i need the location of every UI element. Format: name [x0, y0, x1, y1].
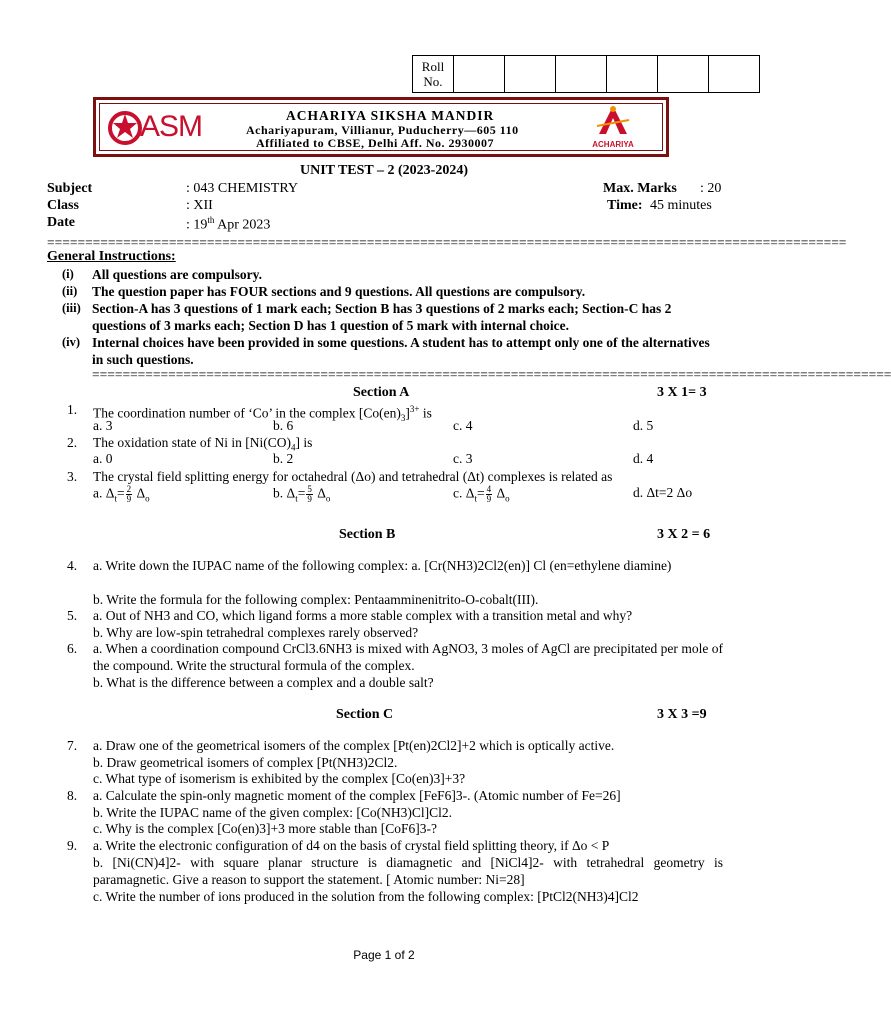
instruction-number: (iv)	[62, 335, 81, 349]
q1-text-end: is	[419, 405, 432, 421]
question-number: 6.	[67, 641, 78, 656]
question-text: b. Write the formula for the following complex: Pentaamminenitrito-O-cobalt(III).	[93, 592, 539, 607]
section-a-title: Section A	[353, 385, 410, 400]
achariya-figure-icon	[593, 104, 633, 138]
instruction-text: Section-A has 3 questions of 1 mark each; Section B has 3 questions of 2 marks each; Section-C has 2 questions of 3 marks each; Section D has 1 question of 5 mark with internal choice.	[92, 301, 672, 333]
asm-star-logo-icon	[108, 108, 142, 146]
question-text: c. Why is the complex [Co(en)3]+3 more stable than [CoF6]3-?	[93, 821, 438, 836]
roll-digit-box	[556, 56, 607, 93]
date-label: Date	[47, 215, 75, 230]
option-label: c.	[453, 485, 463, 501]
q1-subscript: 3	[400, 413, 406, 424]
section-c-marks: 3 X 3 =9	[657, 707, 707, 722]
section-a-marks: 3 X 1= 3	[657, 385, 707, 400]
question-number: 8.	[67, 788, 78, 803]
question-9b	[67, 854, 723, 888]
question-text: b. What is the difference between a complex and a double salt?	[93, 675, 434, 690]
fraction-denominator: 9	[307, 494, 312, 504]
q1-superscript: 3+	[409, 404, 420, 414]
exam-title: UNIT TEST – 2 (2023-2024)	[299, 163, 469, 178]
option: a. $\Delta_t=$ $\frac{2}{9}$ $\Delta_o$	[93, 484, 150, 504]
question-6	[67, 640, 723, 674]
instruction-number: (iii)	[62, 301, 81, 315]
asm-logo-text: ASM	[140, 110, 203, 143]
achariya-logo	[578, 104, 648, 149]
date-day: : 19	[186, 217, 208, 233]
question-number: 7.	[67, 738, 78, 753]
question-text: The crystal field splitting energy for octahedral (Δo) and tetrahedral (Δt) complexes is related as	[93, 469, 613, 484]
option: c. $\Delta_t=$ $\frac{4}{9}$ $\Delta_o$	[453, 484, 510, 504]
instruction-item	[62, 334, 722, 368]
question-text: a. Calculate the spin-only magnetic moment of the complex [FeF6]3-. (Atomic number of Fe=26]	[93, 788, 621, 803]
roll-number-label: Roll No.	[413, 56, 454, 93]
q2-subscript: 4	[290, 442, 296, 453]
option: d. Δt=2 Δo	[633, 485, 693, 500]
option: d. 4	[633, 451, 654, 466]
question-text: a. When a coordination compound CrCl3.6NH3 is mixed with AgNO3, 3 moles of AgCl are precipitated per mole of the compound. Write the structural formula of the complex.	[93, 641, 723, 673]
roll-digit-box	[505, 56, 556, 93]
option: b. 2	[273, 451, 294, 466]
page-number: Page 1 of 2	[353, 948, 415, 962]
roll-number-table	[412, 55, 760, 93]
max-marks-value: : 20	[700, 181, 722, 196]
fraction-denominator: 9	[126, 494, 132, 504]
question-text: a. Out of NH3 and CO, which ligand forms a more stable complex with a transition metal and why?	[93, 608, 633, 623]
question-text: b. Draw geometrical isomers of complex [Pt(NH3)2Cl2.	[93, 755, 398, 770]
question-text	[93, 401, 723, 427]
class-value: : XII	[186, 198, 213, 213]
question-number: 2.	[67, 435, 78, 450]
fraction	[486, 485, 493, 504]
q1-bracket: ]	[405, 405, 410, 421]
separator-line: =========================================================================================================	[47, 235, 847, 250]
option: b. $\Delta_t=$ $\frac{5}{9}$ $\Delta_o$	[273, 484, 331, 504]
school-banner	[93, 97, 669, 157]
instruction-text: The question paper has FOUR sections and 9 questions. All questions are compulsory.	[92, 284, 586, 299]
section-b-title: Section B	[339, 527, 396, 542]
question-text	[93, 434, 723, 457]
question-number: 9.	[67, 838, 78, 853]
option: d. 5	[633, 418, 654, 433]
question-text: b. Why are low-spin tetrahedral complexes rarely observed?	[93, 625, 419, 640]
separator-line: =========================================================================================================	[92, 367, 891, 382]
q1-text-start: The coordination number of ‘Co’ in the complex [Co(en)	[93, 405, 401, 421]
question-text: a. Write down the IUPAC name of the following complex: a. [Cr(NH3)2Cl2(en)] Cl (en=ethylene diamine)	[93, 558, 672, 573]
question-text: b. [Ni(CN)4]2- with square planar structure is diamagnetic and [NiCl4]2- with tetrahedral geometry is paramagnetic. Give a reason to support the statement. [ Atomic number: Ni=28]	[93, 855, 723, 887]
instructions-heading: General Instructions:	[47, 249, 176, 264]
fraction-numerator: 5	[307, 484, 312, 494]
class-label: Class	[47, 198, 79, 213]
instruction-item	[62, 266, 722, 283]
max-marks-label: Max. Marks	[603, 181, 677, 196]
section-c-title: Section C	[336, 707, 394, 722]
fraction-numerator: 4	[486, 484, 492, 494]
question-text: a. Draw one of the geometrical isomers of the complex [Pt(en)2Cl2]+2 which is optically active.	[93, 738, 615, 753]
question-text: c. What type of isomerism is exhibited by the complex [Co(en)3]+3?	[93, 771, 466, 786]
roll-digit-box	[658, 56, 709, 93]
instruction-number: (i)	[62, 267, 74, 281]
question-text: c. Write the number of ions produced in the solution from the following complex: [PtCl2(NH3)4]Cl2	[93, 889, 639, 904]
instruction-text: Internal choices have been provided in some questions. A student has to attempt only one of the alternatives in such questions.	[92, 335, 710, 367]
question-text: a. Write the electronic configuration of d4 on the basis of crystal field splitting theory, if Δo < P	[93, 838, 610, 853]
fraction-denominator: 9	[486, 494, 492, 504]
question-4	[67, 557, 723, 591]
fraction	[306, 485, 313, 504]
time-label: Time:	[607, 198, 643, 213]
question-text: b. Write the IUPAC name of the given complex: [Co(NH3)Cl]Cl2.	[93, 805, 453, 820]
instruction-item	[62, 300, 722, 334]
school-address: Achariyapuram, Villianur, Puducherry—605 110	[246, 123, 519, 137]
roll-digit-box	[709, 56, 760, 93]
instruction-number: (ii)	[62, 284, 78, 298]
option: b. 6	[273, 418, 294, 433]
section-b-marks: 3 X 2 = 6	[657, 527, 711, 542]
question-number: 4.	[67, 558, 78, 573]
q2-text-end: ] is	[295, 435, 313, 450]
date-value	[186, 215, 270, 234]
option-label: b.	[273, 485, 284, 501]
achariya-logo-text: ACHARIYA	[592, 140, 634, 149]
subject-value: : 043 CHEMISTRY	[186, 181, 299, 196]
option: c. 4	[453, 418, 473, 433]
question-number: 1.	[67, 402, 78, 417]
roll-digit-box	[454, 56, 505, 93]
date-month-year: Apr 2023	[214, 217, 271, 233]
option: a. 3	[93, 418, 113, 433]
school-name: ACHARIYA SIKSHA MANDIR	[286, 108, 495, 123]
roll-digit-box	[607, 56, 658, 93]
question-number: 3.	[67, 469, 78, 484]
instruction-item	[62, 283, 722, 300]
school-affiliation: Affiliated to CBSE, Delhi Aff. No. 2930007	[256, 136, 494, 150]
fraction-numerator: 2	[126, 484, 132, 494]
time-value: 45 minutes	[650, 198, 712, 213]
instruction-text: All questions are compulsory.	[92, 267, 263, 282]
subject-label: Subject	[47, 181, 93, 196]
question-number: 5.	[67, 608, 78, 623]
option-label: a.	[93, 485, 103, 501]
date-suffix: th	[207, 215, 215, 225]
fraction	[126, 485, 133, 504]
option: a. 0	[93, 451, 113, 466]
q2-text-start: The oxidation state of Ni in [Ni(CO)	[93, 435, 291, 450]
option: c. 3	[453, 451, 473, 466]
